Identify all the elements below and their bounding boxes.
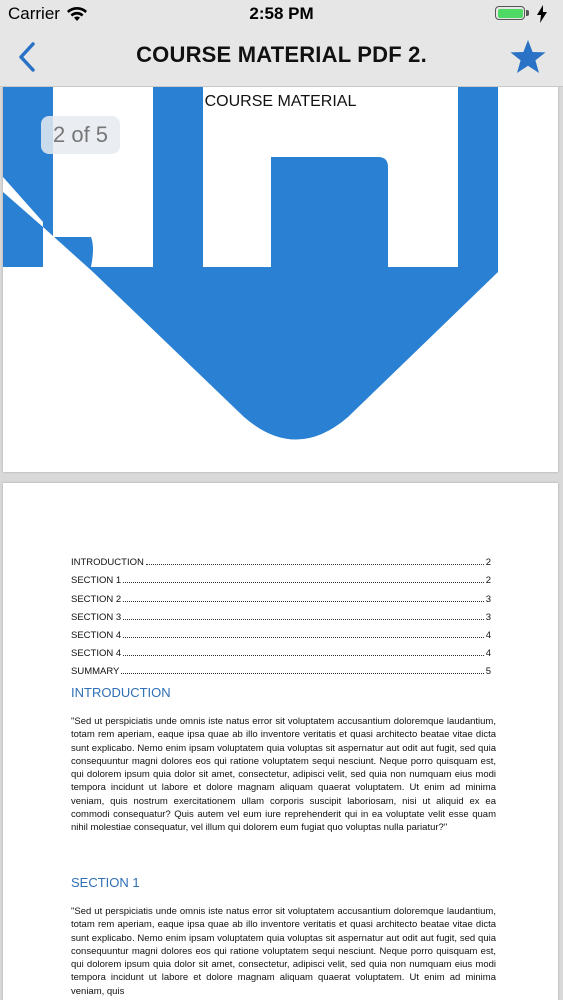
clock: 2:58 PM — [249, 4, 314, 23]
back-button[interactable] — [10, 38, 44, 76]
toc-row[interactable]: SECTION 1 2 — [71, 575, 491, 587]
cover-title: COURSE MATERIAL — [204, 93, 357, 110]
battery-icon — [495, 6, 525, 20]
navigation-bar — [0, 28, 563, 87]
section-heading: SECTION 1 — [71, 875, 140, 890]
toc-row[interactable]: SECTION 3 3 — [71, 611, 491, 623]
favorite-button[interactable] — [507, 36, 549, 78]
page-counter-badge: 2 of 5 — [41, 116, 120, 154]
carrier-label: Carrier — [8, 4, 60, 23]
pdf-viewer[interactable] — [0, 87, 563, 1000]
table-of-contents — [71, 550, 491, 677]
page-title: COURSE MATERIAL PDF 2. — [136, 42, 427, 67]
toc-row[interactable]: SECTION 2 3 — [71, 593, 491, 605]
battery-tip — [526, 10, 529, 16]
pdf-page-2 — [3, 483, 558, 1000]
toc-row[interactable]: INTRODUCTION 2 — [71, 557, 491, 569]
section-heading: INTRODUCTION — [71, 685, 171, 700]
status-bar — [0, 0, 563, 28]
section-paragraph: "Sed ut perspiciatis unde omnis iste natus error sit voluptatem accusantium doloremque laudantium, totam rem aperiam, eaque ipsa quae ab illo inventore veritatis et quasi architecto beatae vitae dicta sunt explicabo. Nemo enim ipsam voluptatem quia voluptas sit aspernatur aut odit aut fugit, sed quia consequuntur magni dolores eos qui ratione voluptatem sequi nesciunt. Neque porro quisquam est, qui dolorem ipsum quia dolor sit amet, consectetur, adipisci velit, sed quia non numquam eius modi tempora incidunt ut labore et dolore magnam aliquam quaerat voluptatem. Ut enim ad minima veniam, quis nostrum exercitationem ullam corporis suscipit laboriosam, nisi ut aliquid ex ea commodi consequatur? Quis autem vel eum iure reprehenderit qui in ea voluptate velit esse quam nihil molestiae consequatur, vel illum qui dolorem eum fugiat quo voluptas nulla pariatur?" — [71, 716, 496, 834]
section-paragraph: "Sed ut perspiciatis unde omnis iste natus error sit voluptatem accusantium doloremque laudantium, totam rem aperiam, eaque ipsa quae ab illo inventore veritatis et quasi architecto beatae vitae dicta sunt explicabo. Nemo enim ipsam voluptatem quia voluptas sit aspernatur aut odit aut fugit, sed quia consequuntur magni dolores eos qui ratione voluptatem sequi nesciunt. Neque porro quisquam est, qui dolorem ipsum quia dolor sit amet, consectetur, adipisci velit, sed quia non numquam eius modi tempora incidunt ut labore et dolore magnam aliquam quaerat voluptatem. Ut enim ad minima veniam, quis — [71, 906, 496, 997]
pdf-page-1 — [3, 87, 558, 472]
toc-row[interactable]: SECTION 4 4 — [71, 648, 491, 660]
chevron-left-icon — [17, 41, 37, 73]
toc-row[interactable]: SUMMARY 5 — [71, 666, 491, 678]
toc-row[interactable]: SECTION 4 4 — [71, 629, 491, 641]
charging-icon — [535, 5, 549, 23]
star-icon — [509, 39, 547, 75]
